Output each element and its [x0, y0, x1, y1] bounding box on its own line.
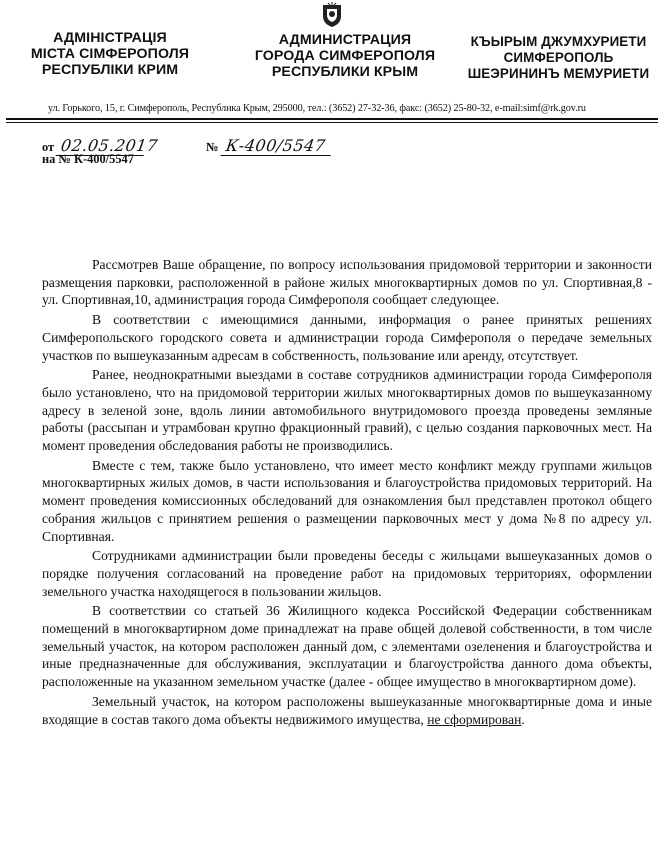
org-name-ukrainian: АДМІНІСТРАЦІЯ МІСТА СІМФЕРОПОЛЯ РЕСПУБЛІКИ КРИМ — [30, 30, 190, 78]
paragraph-1: Рассмотрев Ваше обращение, по вопросу использования придомовой территории и законности размещения парковки, расположенной в районе жилых многоквартирных домов по ул. Спортивная,8 - ул. Спортивная,10, администрация города Симферополя сообщает следующее. — [42, 257, 652, 308]
org-name-russian: АДМИНИСТРАЦИЯ ГОРОДА СИМФЕРОПОЛЯ РЕСПУБЛИКИ КРЫМ — [254, 32, 436, 80]
handwritten-number: К-400/5547 — [220, 136, 333, 156]
paragraph-2: В соответствии с имеющимися данными, информация о ранее принятых решениях Симферопольского городского совета и администрации города Симферополя о передаче земельных участков по вышеуказанным адресам в собственность, пользование или аренду, отсутствует. — [42, 312, 652, 363]
org-name-crimean-tatar: КЪЫРЫМ ДЖУМХУРИЕТИ СИМФЕРОПОЛЬ ШЕЭРИНИНЪ МЕМУРИЕТИ — [467, 34, 650, 81]
outgoing-number — [206, 136, 332, 156]
paragraph-4: Вместе с тем, также было установлено, что имеет место конфликт между группами жильцов многоквартирных жилых домов, в части использования и благоустройства придомовых территорий. На момент проведения комиссионных обследований для ознакомления был представлен протокол общего собрания жильцов с принятием решения о размещении парковочных мест у дома №8 по адресу ул. Спортивная. — [42, 457, 652, 544]
header-divider — [6, 118, 658, 120]
number-label: № — [206, 140, 219, 154]
paragraph-6: В соответствии со статьей 36 Жилищного кодекса Российской Федерации собственникам помещений в многоквартирном доме принадлежат на праве общей долевой собственности, в том числе земельный участок, на котором расположен данный дом, с элементами озеленения и благоустройства и иные предназначенные для обслуживания, эксплуатации и благоустройства данного дома объекты, расположенные на указанном земельном участке (далее - общее имущество в многоквартирном доме). — [42, 603, 652, 690]
header-divider-thin — [6, 122, 658, 123]
crimea-coat-of-arms-icon — [319, 2, 345, 28]
date-label: от — [42, 140, 55, 154]
paragraph-3: Ранее, неоднократными выездами в составе сотрудников администрации города Симферополя было установлено, что на придомовой территории жилых многоквартирных домов по вышеуказанному адресу в зеленой зоне, вдоль линии автомобильного внутридомового проезда проведены земляные работы (рассыпан и утрамбован крупно фракционный гравий), с целью создания парковочных мест. На момент проведения обследования работы не производились. — [42, 367, 652, 454]
handwritten-date: 02.05.2017 — [56, 136, 147, 156]
paragraph-7-text: Земельный участок, на котором расположены вышеуказанные многоквартирные дома и иные входящие в состав такого дома объекты недвижимого имущества, — [42, 693, 652, 727]
reference-number: на № К-400/5547 — [42, 152, 134, 166]
paragraph-7-end: . — [521, 711, 525, 727]
paragraph-7 — [42, 693, 652, 728]
paragraph-7-underlined: не сформирован — [427, 711, 522, 727]
letter-body — [42, 256, 652, 730]
contact-line: ул. Горького, 15, г. Симферополь, Республика Крым, 295000, тел.: (3652) 27-32-36, факс: (3652) 25-80-32, e-mail:simf@rk.gov.ru — [48, 103, 586, 114]
paragraph-5: Сотрудниками администрации были проведены беседы с жильцами вышеуказанных домов о порядке получения согласований на проведение работ на придомовых территориях, оформлении земельного участка находящегося в пользовании жильцов. — [42, 548, 652, 599]
